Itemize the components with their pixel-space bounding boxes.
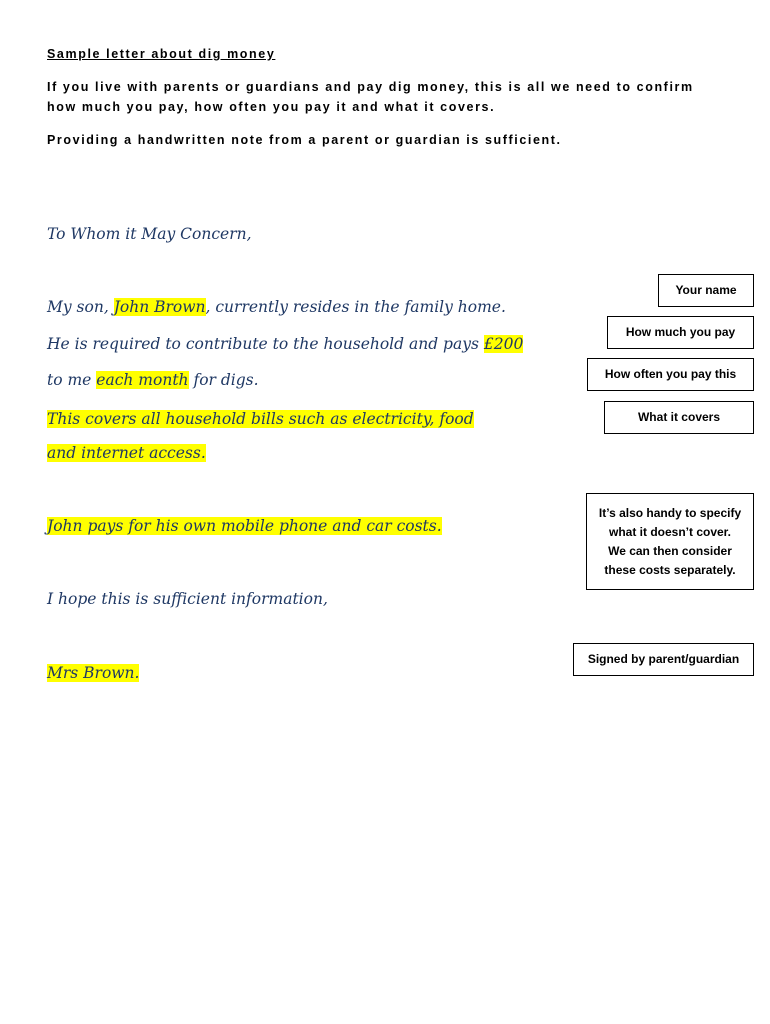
callout-line: what it doesn’t cover.: [608, 524, 732, 539]
letter-signature: [47, 661, 139, 685]
text-segment: for digs.: [188, 371, 259, 389]
callout-how-often: How often you pay this: [587, 358, 754, 391]
text-segment: to me: [47, 371, 97, 389]
instruction-note: Providing a handwritten note from a parent or guardian is sufficient.: [47, 133, 562, 147]
instruction-paragraph: [47, 77, 694, 117]
letter-covers-line: [47, 407, 474, 431]
callout-signed: Signed by parent/guardian: [573, 643, 754, 676]
instruction-line: If you live with parents or guardians and pay dig money, this is all we need to confirm: [47, 80, 694, 94]
highlighted-signature: Mrs Brown.: [47, 664, 140, 682]
highlighted-covers: This covers all household bills such as electricity, food: [47, 410, 474, 428]
letter-closing: I hope this is sufficient information,: [47, 590, 328, 608]
callout-what-covers: What it covers: [604, 401, 754, 434]
text-segment: , currently resides in the family home.: [205, 298, 506, 316]
instruction-line: how much you pay, how often you pay it and what it covers.: [47, 100, 496, 114]
highlighted-exclusions: John pays for his own mobile phone and car costs.: [47, 517, 442, 535]
callout-how-much: How much you pay: [607, 316, 754, 349]
letter-salutation: To Whom it May Concern,: [47, 225, 252, 243]
letter-line-amount: [47, 332, 523, 356]
callout-line: It’s also handy to specify: [598, 505, 742, 520]
letter-exclusions-line: [47, 514, 442, 538]
text-segment: My son,: [47, 298, 114, 316]
callout-not-covered: [586, 493, 754, 590]
page-title: Sample letter about dig money: [47, 47, 276, 61]
callout-line: these costs separately.: [604, 562, 736, 577]
letter-line-name: [47, 295, 506, 319]
highlighted-name: John Brown: [113, 298, 206, 316]
callout-line: We can then consider: [608, 543, 732, 558]
letter-line-frequency: [47, 368, 259, 392]
callout-your-name: Your name: [658, 274, 754, 307]
text-segment: He is required to contribute to the household and pays: [47, 335, 484, 353]
highlighted-amount: £200: [483, 335, 524, 353]
highlighted-covers: and internet access.: [47, 444, 206, 462]
highlighted-frequency: each month: [96, 371, 189, 389]
letter-covers-line: [47, 441, 206, 465]
